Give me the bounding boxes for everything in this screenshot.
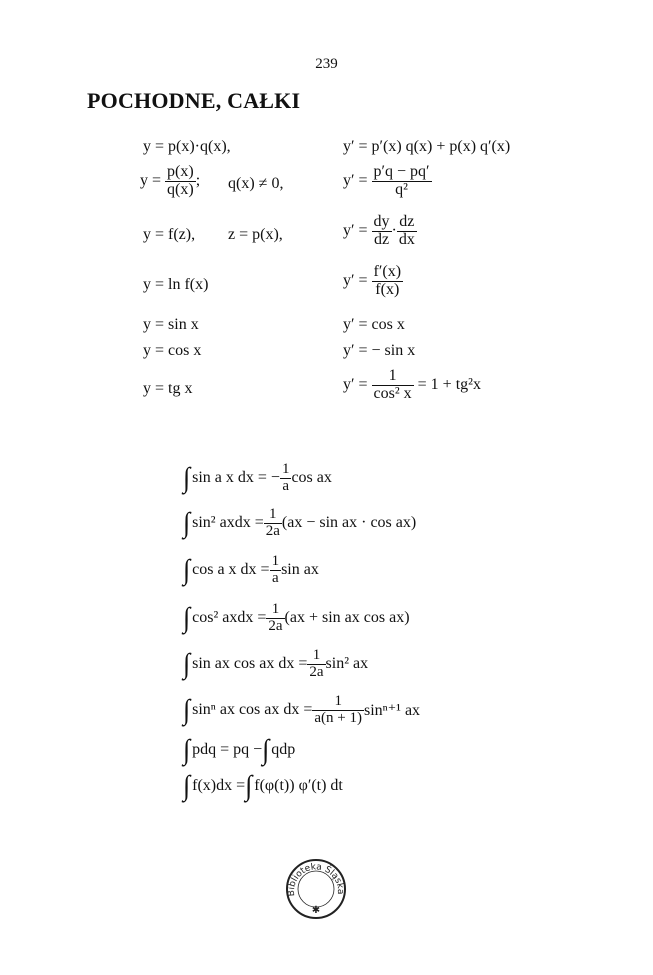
fraction: $\frac{f'(x)}{f(x)}$: [373, 263, 402, 298]
derivative-lhs: y = sin x: [143, 316, 199, 333]
fraction: $\frac{1}{a(n + 1)}$: [314, 692, 362, 726]
integral-sign: ∫: [183, 506, 191, 539]
derivative-rhs: y′ = $\frac{f'(x)}{f(x)}$: [343, 263, 402, 298]
integral-row: ∫ cos² axdx = $\frac{1}{2a}$ (ax + sin ax cos ax): [183, 600, 410, 634]
integral-sign: ∫: [245, 769, 253, 802]
integral-row: ∫ pdq = pq − ∫ qdp: [183, 733, 296, 766]
integral-row: ∫ sin² axdx = $\frac{1}{2a}$ (ax − sin ax · cos ax): [183, 505, 417, 539]
integral-sign: ∫: [183, 461, 191, 494]
integral-sign: ∫: [183, 769, 191, 802]
star-icon: ✱: [311, 905, 321, 916]
derivative-lhs: y = ln f(x): [143, 276, 209, 293]
fraction: $\frac{1}{2a}$: [268, 600, 283, 634]
page-number: 239: [315, 56, 338, 72]
fraction: $\frac{1}{2a}$: [309, 646, 324, 680]
derivative-rhs: y′ = − sin x: [343, 342, 416, 359]
integral-sign: ∫: [262, 733, 270, 766]
integral-sign: ∫: [183, 733, 191, 766]
derivative-rhs: y′ = p′(x) q(x) + p(x) q′(x): [343, 138, 511, 155]
integral-sign: ∫: [183, 553, 191, 586]
fraction: $\frac{1}{\text{cos² x}}$: [373, 367, 412, 402]
derivative-lhs: y = p(x)·q(x),: [143, 138, 231, 155]
stamp-text: Biblioteka Śląska: [286, 862, 346, 897]
derivative-rhs: y′ = $\frac{p'q - pq'}{\text{q²}}$: [343, 163, 430, 198]
derivative-lhs: y = f(z),: [143, 226, 196, 243]
integral-sign: ∫: [183, 693, 191, 726]
derivative-lhs: y = cos x: [143, 342, 202, 359]
fraction: $\frac{1}{a}$: [271, 552, 280, 586]
integral-row: ∫ sin a x dx = − $\frac{1}{a}$ cos ax: [183, 460, 332, 494]
integral-row: ∫ cos a x dx = $\frac{1}{a}$ sin ax: [183, 552, 319, 586]
library-stamp: [285, 858, 347, 920]
integral-row: ∫ sinⁿ ax cos ax dx = $\frac{1}{a(n + 1)}$ sinⁿ⁺¹ ax: [183, 692, 421, 726]
integral-sign: ∫: [183, 647, 191, 680]
derivative-rhs: y′ = $\frac{1}{\text{cos² x}}$ = 1 + tg²x: [343, 367, 481, 402]
derivative-lhs: y = tg x: [143, 380, 193, 397]
integral-row: ∫ sin ax cos ax dx = $\frac{1}{2a}$ sin² ax: [183, 646, 369, 680]
fraction: $\frac{dy}{dz}$: [373, 213, 390, 248]
derivative-lhs: y = $\frac{p(x)}{q(x)}$ ;: [140, 163, 201, 198]
derivative-rhs: y′ = cos x: [343, 316, 405, 333]
derivative-condition: z = p(x),: [228, 226, 283, 243]
fraction: $\frac{p(x)}{q(x)}$: [167, 163, 194, 198]
integral-sign: ∫: [183, 601, 191, 634]
fraction: $\frac{p'q - pq'}{\text{q²}}$: [373, 163, 430, 198]
integral-row: ∫ f(x)dx = ∫ f(φ(t)) φ′(t) dt: [183, 769, 343, 802]
fraction: $\frac{1}{2a}$: [265, 505, 280, 539]
fraction: $\frac{dz}{dx}$: [398, 213, 415, 248]
section-title: POCHODNE, CAŁKI: [87, 88, 301, 113]
fraction: $\frac{1}{a}$: [281, 460, 290, 494]
derivative-condition: q(x) ≠ 0,: [228, 175, 284, 192]
derivative-rhs: y′ = $\frac{dy}{dz}$ · $\frac{dz}{dx}$: [343, 213, 415, 248]
